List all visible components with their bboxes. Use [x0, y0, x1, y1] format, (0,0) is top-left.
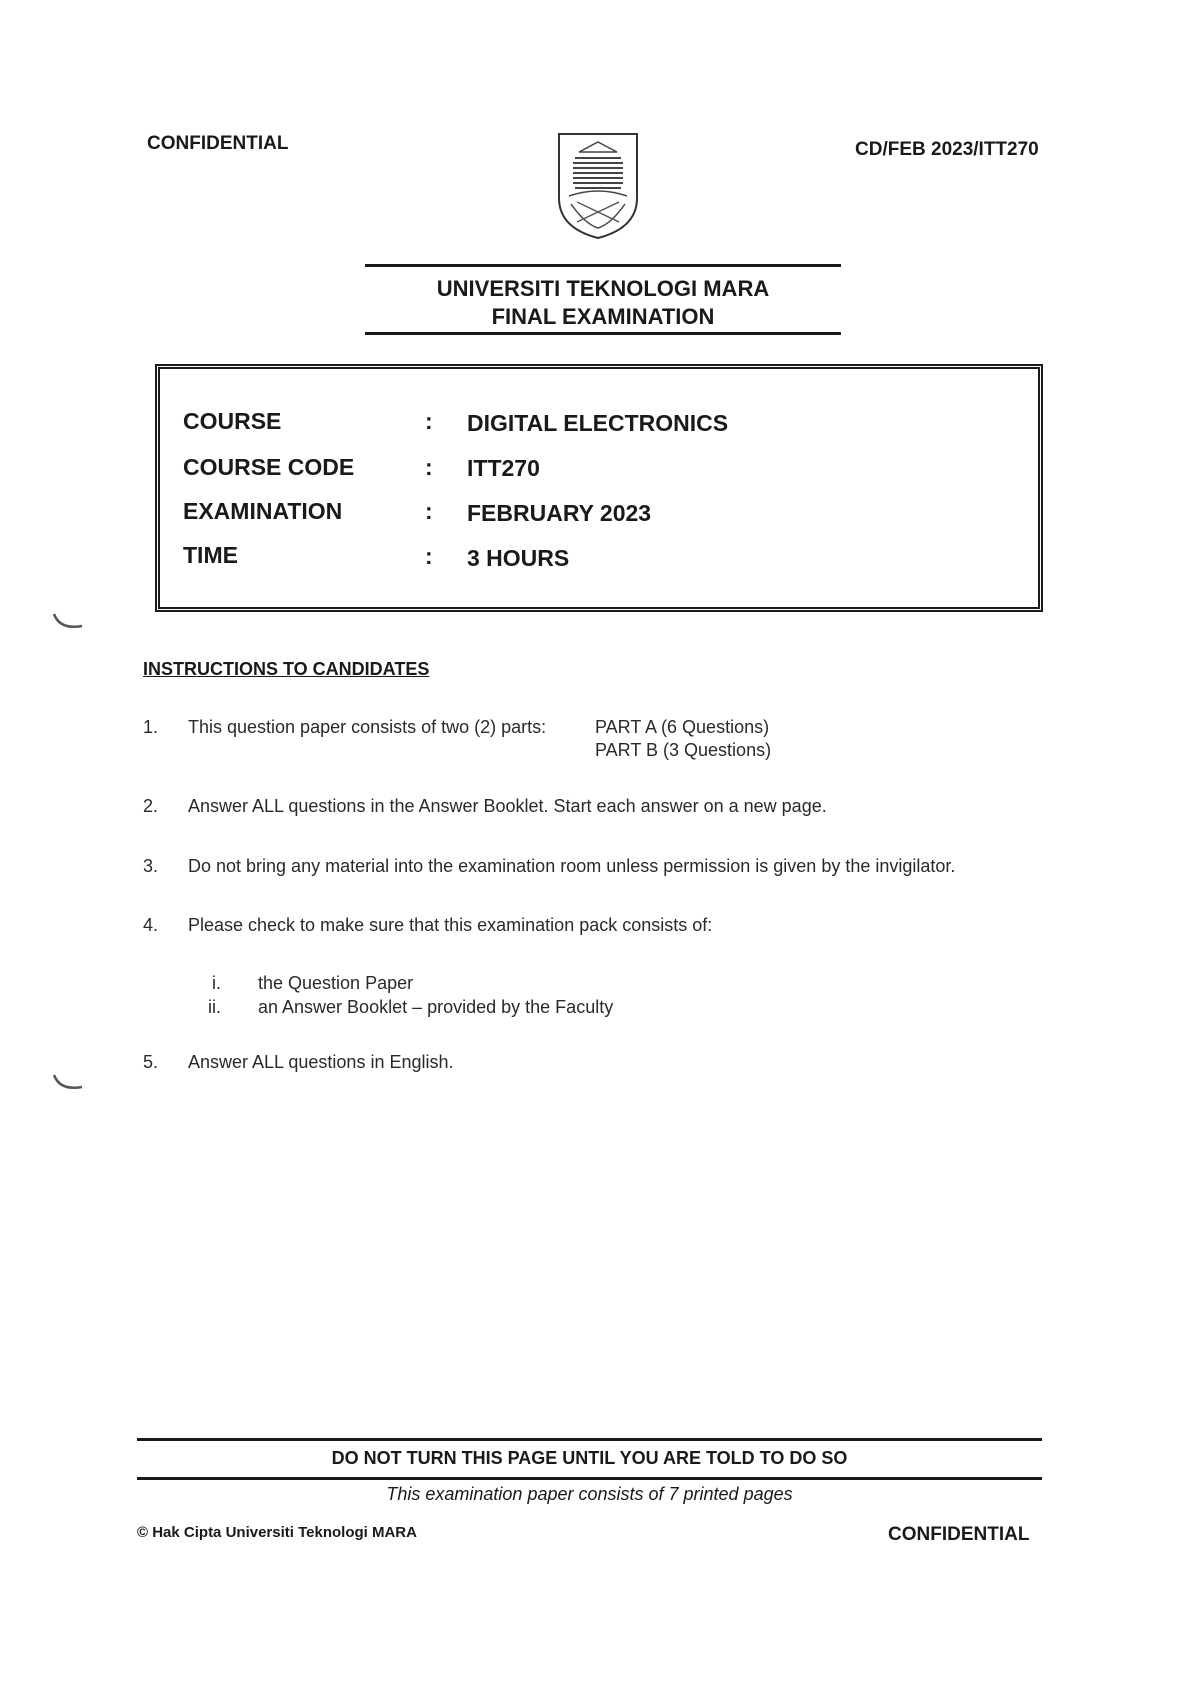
university-crest-icon — [555, 132, 641, 240]
info-separator: : — [425, 408, 433, 434]
info-label-course-code: COURSE CODE — [183, 454, 355, 480]
subitem-number: i. — [212, 973, 221, 993]
instruction-text: Please check to make sure that this examination pack consists of: — [188, 915, 713, 935]
footer-warning: DO NOT TURN THIS PAGE UNTIL YOU ARE TOLD TO DO SO — [331, 1448, 848, 1468]
info-value-time: 3 HOURS — [467, 545, 570, 571]
instruction-number: 4. — [143, 915, 159, 935]
title-rule-top — [365, 264, 841, 267]
course-info-box — [155, 364, 1043, 612]
punch-hole-mark — [52, 612, 84, 632]
instruction-number: 2. — [143, 796, 159, 816]
header-paper-code: CD/FEB 2023/ITT270 — [855, 139, 1039, 160]
instruction-text: Answer ALL questions in the Answer Booklet. Start each answer on a new page. — [188, 796, 827, 816]
info-value-course: DIGITAL ELECTRONICS — [467, 410, 729, 436]
instruction-text: Do not bring any material into the examination room unless permission is given by the invigilator. — [188, 856, 956, 876]
info-separator: : — [425, 543, 433, 569]
instruction-number: 3. — [143, 856, 159, 876]
info-separator: : — [425, 454, 433, 480]
instruction-number: 1. — [143, 717, 159, 737]
punch-hole-mark — [52, 1073, 84, 1093]
instructions-heading: INSTRUCTIONS TO CANDIDATES — [143, 659, 430, 679]
info-label-time: TIME — [183, 542, 238, 568]
footer-confidential-label: CONFIDENTIAL — [888, 1524, 1030, 1545]
info-label-course: COURSE — [183, 408, 282, 434]
subitem-text: the Question Paper — [258, 973, 414, 993]
info-label-examination: EXAMINATION — [183, 498, 343, 524]
footer-rule-bottom — [137, 1477, 1042, 1480]
footer-page-count-note: This examination paper consists of 7 printed pages — [386, 1484, 793, 1504]
header-confidential-label: CONFIDENTIAL — [147, 133, 289, 154]
info-value-course-code: ITT270 — [467, 455, 540, 481]
instruction-part-b: PART B (3 Questions) — [595, 740, 772, 760]
info-separator: : — [425, 498, 433, 524]
instruction-part-a: PART A (6 Questions) — [595, 717, 770, 737]
info-value-examination: FEBRUARY 2023 — [467, 500, 652, 526]
instruction-text: Answer ALL questions in English. — [188, 1052, 454, 1072]
footer-copyright: © Hak Cipta Universiti Teknologi MARA — [137, 1524, 417, 1541]
university-name: UNIVERSITI TEKNOLOGI MARA — [436, 276, 770, 301]
instruction-number: 5. — [143, 1052, 159, 1072]
title-rule-bottom — [365, 332, 841, 335]
exam-type: FINAL EXAMINATION — [491, 304, 715, 329]
subitem-text: an Answer Booklet – provided by the Faculty — [258, 997, 614, 1017]
footer-rule-top — [137, 1438, 1042, 1441]
subitem-number: ii. — [208, 997, 221, 1017]
instruction-text: This question paper consists of two (2) parts: — [188, 717, 547, 737]
